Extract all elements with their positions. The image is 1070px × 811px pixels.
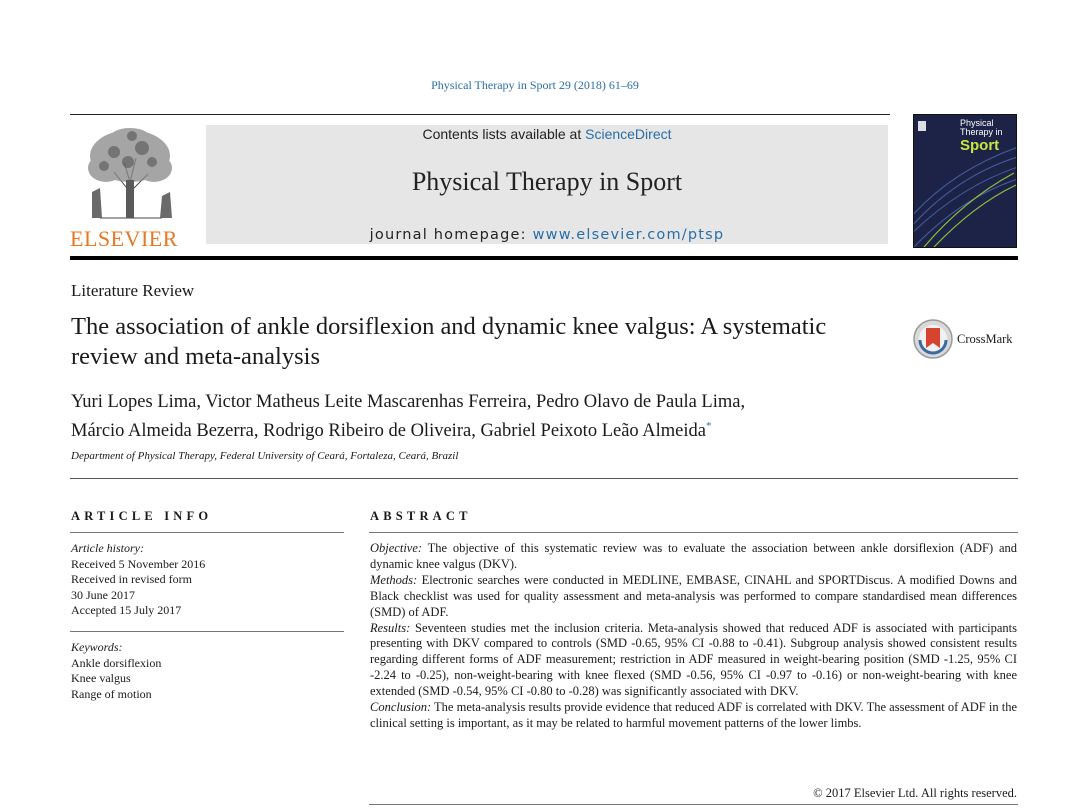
affiliation: Department of Physical Therapy, Federal University of Ceará, Fortaleza, Ceará, Brazil xyxy=(71,450,459,462)
homepage-link[interactable]: www.elsevier.com/ptsp xyxy=(532,227,725,243)
cover-title-line2: Therapy in xyxy=(960,127,1003,138)
journal-cover-image[interactable] xyxy=(913,114,1017,248)
history-item: Received 5 November 2016 xyxy=(71,556,206,571)
article-info-rule xyxy=(70,532,344,533)
cover-title-line1: Physical xyxy=(960,118,994,128)
publisher-name: ELSEVIER xyxy=(70,226,178,251)
contents-prefix: Contents lists available at xyxy=(422,126,586,142)
abstract-body xyxy=(370,541,1017,732)
abstract-section-text: Electronic searches were conducted in MEDLINE, EMBASE, CINAHL and SPORTDiscus. A modified Downs and Black checklist was used for quality assessment and meta-analysis was performed to compare standardised mean differences (SMD) of ADF. xyxy=(370,572,1017,619)
article-info-heading: ARTICLE INFO xyxy=(71,509,213,523)
article-title: The association of ankle dorsiflexion and dynamic knee valgus: A systematic review and meta-analysis xyxy=(71,313,827,370)
crossmark-label: CrossMark xyxy=(957,332,1013,346)
cover-title-line3: Sport xyxy=(960,136,1000,154)
homepage-prefix: journal homepage: xyxy=(369,227,533,243)
cover-title xyxy=(960,119,1016,154)
elsevier-tree-icon xyxy=(70,122,200,222)
corresponding-author-link[interactable]: * xyxy=(705,420,712,432)
abstract-methods xyxy=(370,573,1017,621)
journal-banner xyxy=(206,125,888,244)
authors-line-1: Yuri Lopes Lima, Victor Matheus Leite Mascarenhas Ferreira, Pedro Olavo de Paula Lima, xyxy=(71,392,746,412)
abstract-objective xyxy=(370,541,1017,573)
abstract-bottom-rule xyxy=(369,804,1018,805)
abstract-section-label: Objective: xyxy=(370,541,423,555)
authors-line-2-text: Márcio Almeida Bezerra, Rodrigo Ribeiro de Oliveira, Gabriel Peixoto Leão Almeida xyxy=(71,421,706,442)
journal-homepage xyxy=(206,227,888,243)
abstract-section-label: Results: xyxy=(370,620,411,635)
journal-title: Physical Therapy in Sport xyxy=(411,167,683,196)
keywords-rule xyxy=(70,631,344,632)
author-list xyxy=(71,390,891,443)
abstract-heading: ABSTRACT xyxy=(370,509,472,523)
abstract-section-text: Seventeen studies met the inclusion criteria. Meta-analysis showed that reduced ADF is associated with participants presenting with DKV compared to controls (SMD -0.65, 95% CI -0.88 to -0.41). Subgroup analysis showed consistent results regarding different forms of ADF measurement; restriction in ADF measured in weight-bearing position (SMD -1.25, 95% CI -2.24 to -0.25), non-weight-bearing with knee flexed (SMD -0.56, 95% CI -0.97 to -0.16) or non-weight-bearing with knee extended (SMD -0.54, 95% CI -0.80 to -0.28) was significantly associated with DKV. xyxy=(370,620,1017,699)
header-divider xyxy=(70,114,890,115)
front-matter-divider xyxy=(70,478,1018,479)
keyword-item: Ankle dorsiflexion xyxy=(71,655,162,670)
contents-line xyxy=(206,126,888,142)
masthead-divider xyxy=(70,256,1018,260)
abstract-results xyxy=(370,621,1017,701)
history-item: Received in revised form xyxy=(71,572,192,586)
abstract-section-text: The objective of this systematic review was to evaluate the association between ankle dorsiflexion (ADF) and dynamic knee valgus (DKV). xyxy=(370,541,1017,571)
authors-line-2 xyxy=(71,414,891,443)
abstract-conclusion xyxy=(370,700,1017,732)
abstract-section-label: Methods: xyxy=(370,572,418,587)
history-label: Article history: xyxy=(71,541,144,555)
copyright-notice: © 2017 Elsevier Ltd. All rights reserved. xyxy=(813,786,1017,800)
keywords-label: Keywords: xyxy=(71,640,123,654)
keyword-item: Range of motion xyxy=(71,686,152,701)
history-item: Accepted 15 July 2017 xyxy=(71,603,182,617)
history-item: 30 June 2017 xyxy=(71,587,135,602)
keywords xyxy=(71,640,341,702)
crossmark-button[interactable] xyxy=(912,318,1022,360)
keyword-item: Knee valgus xyxy=(71,671,131,685)
article-history xyxy=(71,541,341,619)
journal-citation[interactable]: Physical Therapy in Sport 29 (2018) 61–69 xyxy=(431,78,639,92)
abstract-section-text: The meta-analysis results provide evidence that reduced ADF is correlated with DKV. The assessment of ADF in the clinical setting is important, as it may be related to harmful movement patterns of the lower limbs. xyxy=(370,700,1017,730)
abstract-section-label: Conclusion: xyxy=(370,700,432,715)
sciencedirect-link[interactable]: ScienceDirect xyxy=(585,126,672,142)
abstract-rule xyxy=(369,532,1018,533)
article-type: Literature Review xyxy=(71,281,195,300)
crossmark-icon xyxy=(912,318,954,360)
